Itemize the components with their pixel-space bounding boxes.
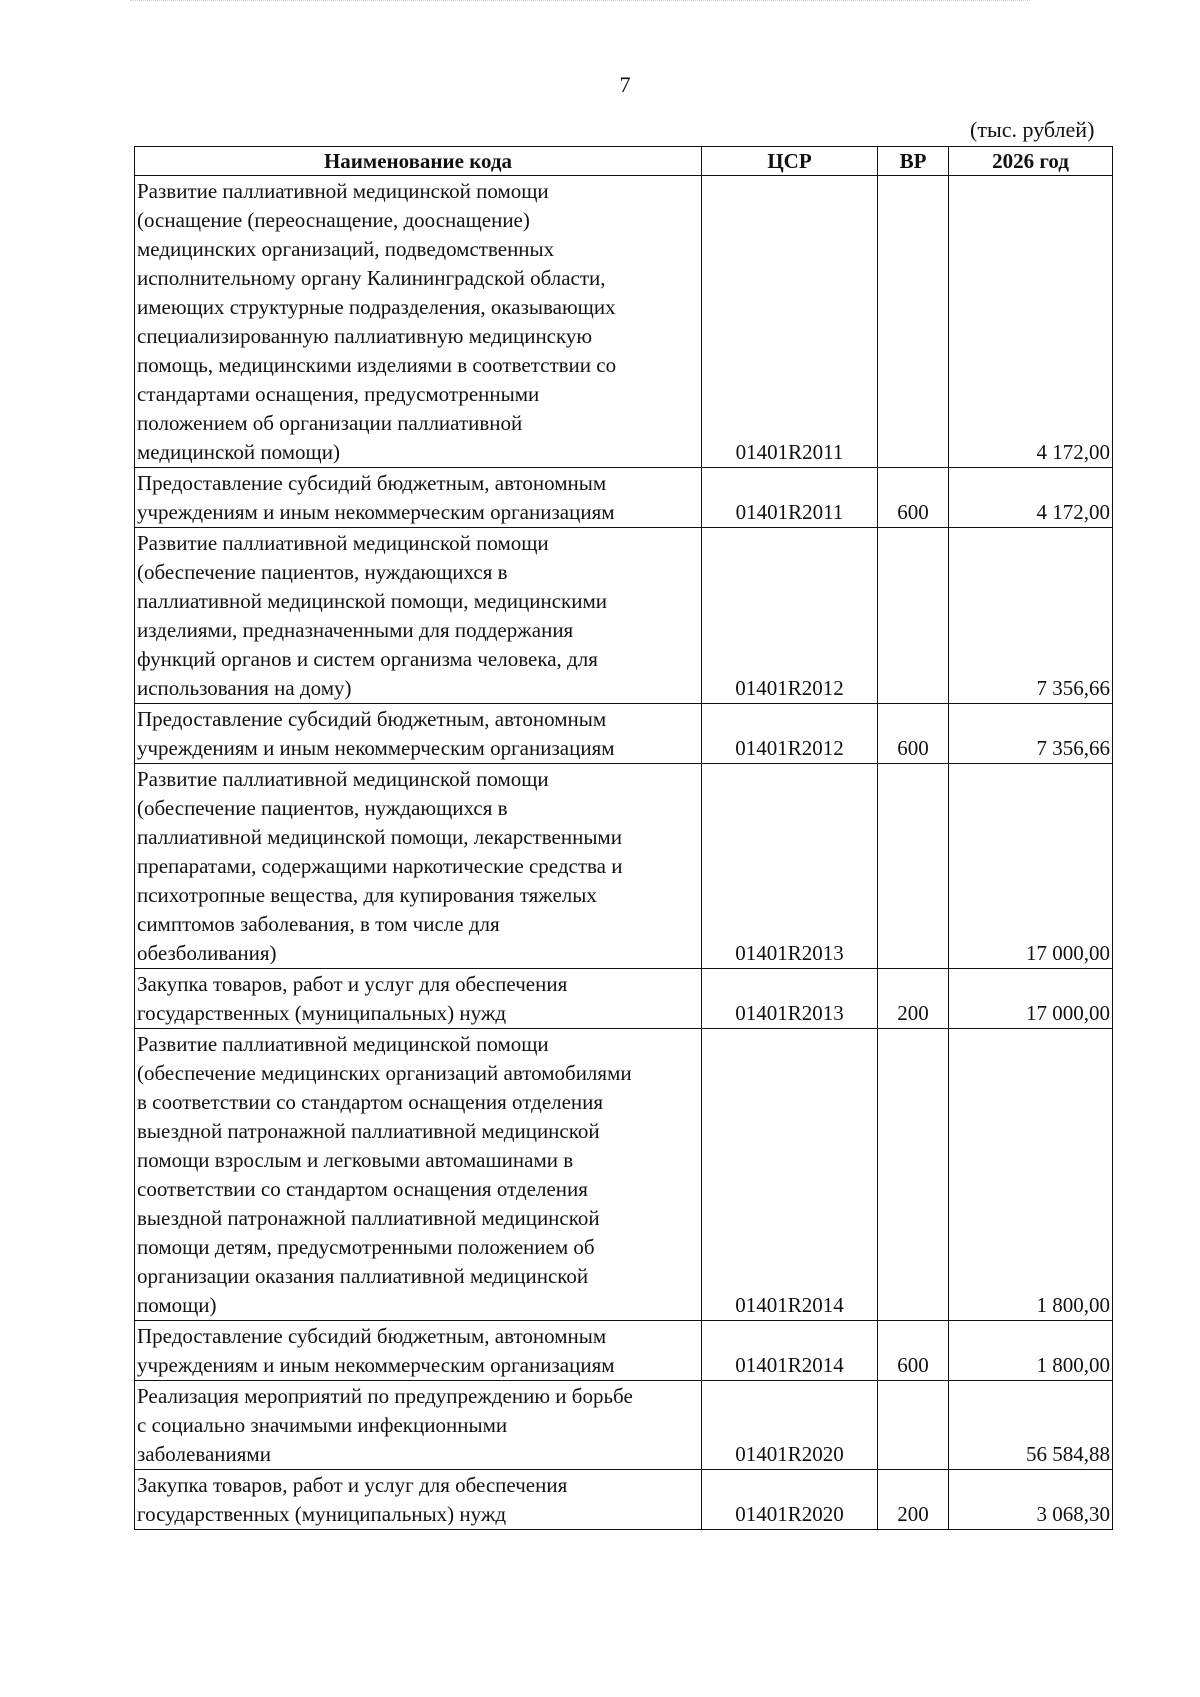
row-name: Предоставление субсидий бюджетным, автономным учреждениям и иным некоммерческим организациям	[135, 468, 702, 528]
row-csr: 01401R2011	[702, 468, 878, 528]
header-year: 2026 год	[949, 147, 1113, 176]
row-amount: 1 800,00	[949, 1321, 1113, 1381]
table-header-row	[135, 147, 1113, 176]
row-name: Развитие паллиативной медицинской помощи (оснащение (переоснащение, дооснащение) медицинских организаций, подведомственных исполнительному органу Калининградской области, имеющих структурные подразделения, оказывающих специализированную паллиативную медицинскую помощь, медицинскими изделиями в соответствии со стандартами оснащения, предусмотренными положением об организации паллиативной медицинской помощи)	[135, 176, 702, 468]
scan-artifact-line	[130, 0, 1030, 5]
budget-table	[134, 146, 1113, 1530]
row-amount: 1 800,00	[949, 1029, 1113, 1321]
table-row	[135, 1321, 1113, 1381]
row-csr: 01401R2020	[702, 1381, 878, 1470]
row-name: Развитие паллиативной медицинской помощи (обеспечение медицинских организаций автомобилями в соответствии со стандартом оснащения отделения выездной патронажной паллиативной медицинской помощи взрослым и легковыми автомашинами в соответствии со стандартом оснащения отделения выездной патронажной паллиативной медицинской помощи детям, предусмотренными положением об организации оказания паллиативной медицинской помощи)	[135, 1029, 702, 1321]
row-amount: 17 000,00	[949, 969, 1113, 1029]
row-vr	[878, 764, 949, 969]
row-vr: 200	[878, 1470, 949, 1530]
table-row	[135, 764, 1113, 969]
row-vr: 600	[878, 1321, 949, 1381]
row-amount: 4 172,00	[949, 176, 1113, 468]
row-csr: 01401R2013	[702, 764, 878, 969]
row-name: Развитие паллиативной медицинской помощи (обеспечение пациентов, нуждающихся в паллиативной медицинской помощи, медицинскими изделиями, предназначенными для поддержания функций органов и систем организма человека, для использования на дому)	[135, 528, 702, 704]
table-row	[135, 176, 1113, 468]
row-amount: 7 356,66	[949, 528, 1113, 704]
row-amount: 4 172,00	[949, 468, 1113, 528]
row-amount: 7 356,66	[949, 704, 1113, 764]
table-row	[135, 1470, 1113, 1530]
row-name: Предоставление субсидий бюджетным, автономным учреждениям и иным некоммерческим организациям	[135, 704, 702, 764]
row-csr: 01401R2012	[702, 704, 878, 764]
page-number: 7	[619, 72, 631, 97]
table-row	[135, 969, 1113, 1029]
table-row	[135, 468, 1113, 528]
row-vr	[878, 1381, 949, 1470]
row-csr: 01401R2012	[702, 528, 878, 704]
header-vr: ВР	[878, 147, 949, 176]
row-vr: 600	[878, 704, 949, 764]
table-row	[135, 1381, 1113, 1470]
row-amount: 17 000,00	[949, 764, 1113, 969]
row-vr	[878, 1029, 949, 1321]
row-vr: 600	[878, 468, 949, 528]
row-vr	[878, 176, 949, 468]
row-amount: 56 584,88	[949, 1381, 1113, 1470]
row-csr: 01401R2014	[702, 1029, 878, 1321]
row-vr: 200	[878, 969, 949, 1029]
row-name: Закупка товаров, работ и услуг для обеспечения государственных (муниципальных) нужд	[135, 1470, 702, 1530]
row-name: Предоставление субсидий бюджетным, автономным учреждениям и иным некоммерческим организациям	[135, 1321, 702, 1381]
row-csr: 01401R2013	[702, 969, 878, 1029]
row-name: Закупка товаров, работ и услуг для обеспечения государственных (муниципальных) нужд	[135, 969, 702, 1029]
header-csr: ЦСР	[702, 147, 878, 176]
units-label: (тыс. рублей)	[970, 117, 1095, 142]
header-name: Наименование кода	[135, 147, 702, 176]
row-csr: 01401R2011	[702, 176, 878, 468]
table-row	[135, 1029, 1113, 1321]
row-csr: 01401R2014	[702, 1321, 878, 1381]
row-name: Реализация мероприятий по предупреждению и борьбе с социально значимыми инфекционными заболеваниями	[135, 1381, 702, 1470]
row-amount: 3 068,30	[949, 1470, 1113, 1530]
row-csr: 01401R2020	[702, 1470, 878, 1530]
row-vr	[878, 528, 949, 704]
row-name: Развитие паллиативной медицинской помощи (обеспечение пациентов, нуждающихся в паллиативной медицинской помощи, лекарственными препаратами, содержащими наркотические средства и психотропные вещества, для купирования тяжелых симптомов заболевания, в том числе для обезболивания)	[135, 764, 702, 969]
table-row	[135, 704, 1113, 764]
table-row	[135, 528, 1113, 704]
